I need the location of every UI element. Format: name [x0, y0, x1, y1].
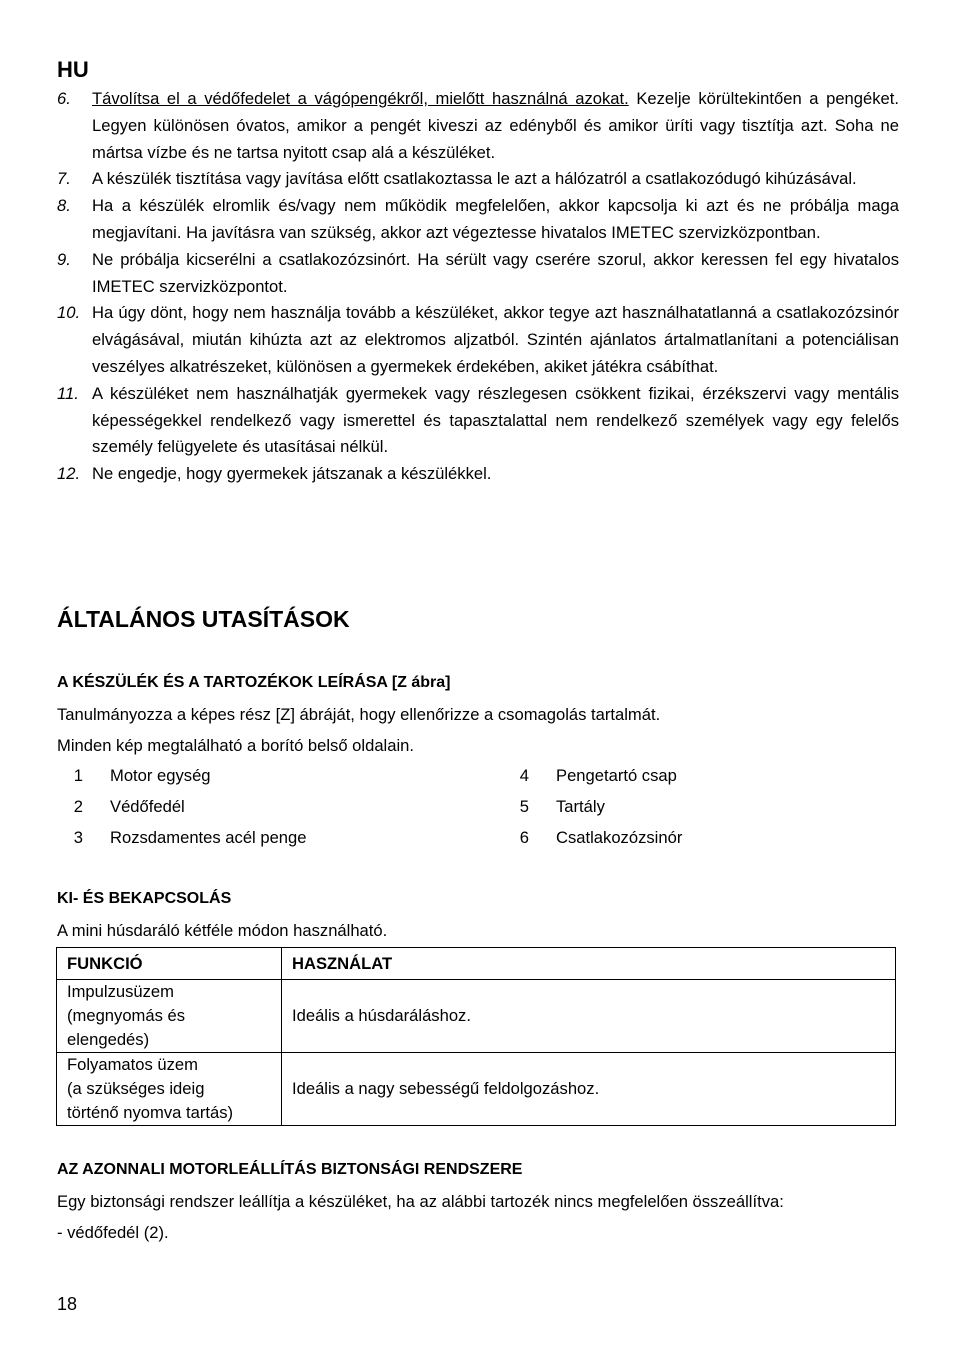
heading-switching: KI- ÉS BEKAPCSOLÁS [57, 890, 232, 907]
language-code: HU [57, 57, 89, 82]
part-number: 4 [519, 766, 529, 785]
list-item [57, 461, 899, 488]
paragraph-safety-2: - védőfedél (2). [57, 1223, 169, 1242]
item-text: Ne próbálja kicserélni a csatlakozózsinórt. Ha sérült vagy cserére szorul, akkor keressen fel egy hivatalos IMETEC szervizközpontot. [92, 249, 899, 296]
list-item [57, 381, 899, 461]
table-row [57, 1053, 896, 1126]
item-text-underlined: Távolítsa el a védőfedelet a vágópengékről, mielőtt használná azokat. [92, 89, 629, 108]
list-item [57, 193, 899, 247]
part-label: Védőfedél [110, 797, 185, 816]
function-line: Folyamatos üzem [67, 1055, 198, 1074]
item-number: 7. [57, 169, 71, 189]
item-text: Ha a készülék elromlik és/vagy nem működik megfelelően, akkor kapcsolja ki azt és ne próbálja maga megjavítani. Ha javításra van szükség, akkor azt végeztesse hivatalos IMETEC szervizközpontban. [92, 196, 899, 242]
part-label: Csatlakozózsinór [556, 828, 683, 847]
item-text: A készülék tisztítása vagy javítása előtt csatlakoztassa le azt a hálózatról a csatlakozódugó kihúzásával. [92, 169, 857, 189]
item-text: Ha úgy dönt, hogy nem használja tovább a készüléket, akkor tegye azt használhatatlanná a csatlakozózsinór elvágásával, miután kihúzta azt az elektromos aljzatból. Szintén ajánlatos ártalmatlanítani a potenciálisan veszélyes alkatrészeket, különösen a gyermekek érdekében, akiket játékra csábíthat. [92, 303, 899, 376]
list-item [57, 300, 899, 380]
paragraph-safety-1: Egy biztonsági rendszer leállítja a készüléket, ha az alábbi tartozék nincs megfelelően összeállítva: [57, 1192, 784, 1211]
table-header-function: FUNKCIÓ [57, 948, 282, 980]
function-line: (a szükséges ideig [67, 1079, 205, 1098]
heading-safety-system: AZ AZONNALI MOTORLEÁLLÍTÁS BIZTONSÁGI RENDSZERE [57, 1161, 523, 1178]
function-cell [57, 1053, 282, 1126]
part-number: 3 [73, 828, 83, 847]
table-header-usage: HASZNÁLAT [282, 948, 896, 980]
paragraph-description-1: Tanulmányozza a képes rész [Z] ábráját, hogy ellenőrizze a csomagolás tartalmát. [57, 705, 661, 724]
usage-cell: Ideális a nagy sebességű feldolgozáshoz. [282, 1053, 896, 1126]
section-title-general: ÁLTALÁNOS UTASÍTÁSOK [57, 606, 350, 632]
part-number: 5 [519, 797, 529, 816]
usage-cell: Ideális a húsdaráláshoz. [282, 980, 896, 1053]
item-text: Kezelje körültekintően a pengéket. Legyen különösen óvatos, amikor a pengét kiveszi az edényből és amikor üríti vagy tisztítja azt. Soha ne mártsa vízbe és ne tartsa nyitott csap alá a készüléket. [92, 89, 899, 162]
list-item [57, 166, 899, 193]
item-text: A készüléket nem használhatják gyermekek vagy részlegesen csökkent fizikai, érzékszervi vagy mentális képességekkel rendelkező vagy ismerettel és tapasztalattal nem rendelkező személyek vagy egy felelős személy felügyelete és utasításai nélkül. [92, 383, 899, 457]
part-label: Motor egység [110, 766, 211, 785]
function-line: Impulzusüzem [67, 982, 174, 1001]
page-number: 18 [57, 1294, 78, 1314]
part-label: Pengetartó csap [556, 766, 677, 785]
item-number: 10. [57, 303, 81, 323]
paragraph-description-2: Minden kép megtalálható a borító belső oldalain. [57, 736, 415, 755]
item-number: 6. [57, 89, 71, 108]
table-row [57, 980, 896, 1053]
function-table [56, 947, 896, 1126]
part-number: 1 [73, 766, 83, 785]
part-number: 2 [73, 797, 83, 816]
list-item [57, 247, 899, 301]
item-number: 9. [57, 249, 71, 269]
list-item [57, 86, 899, 166]
item-number: 8. [57, 196, 71, 216]
paragraph-switching-intro: A mini húsdaráló kétféle módon használható. [57, 921, 388, 940]
item-number: 12. [57, 464, 81, 484]
function-line: történő nyomva tartás) [67, 1103, 234, 1122]
function-line: elengedés) [67, 1030, 150, 1049]
safety-list [57, 86, 899, 488]
part-label: Tartály [556, 797, 605, 816]
part-label: Rozsdamentes acél penge [110, 828, 307, 847]
part-number: 6 [519, 828, 529, 847]
function-line: (megnyomás és [67, 1006, 186, 1025]
item-text: Ne engedje, hogy gyermekek játszanak a készülékkel. [92, 464, 492, 484]
heading-description: A KÉSZÜLÉK ÉS A TARTOZÉKOK LEÍRÁSA [Z ábra] [57, 674, 451, 691]
function-cell [57, 980, 282, 1053]
table-header-row [57, 948, 896, 980]
item-number: 11. [57, 383, 79, 403]
